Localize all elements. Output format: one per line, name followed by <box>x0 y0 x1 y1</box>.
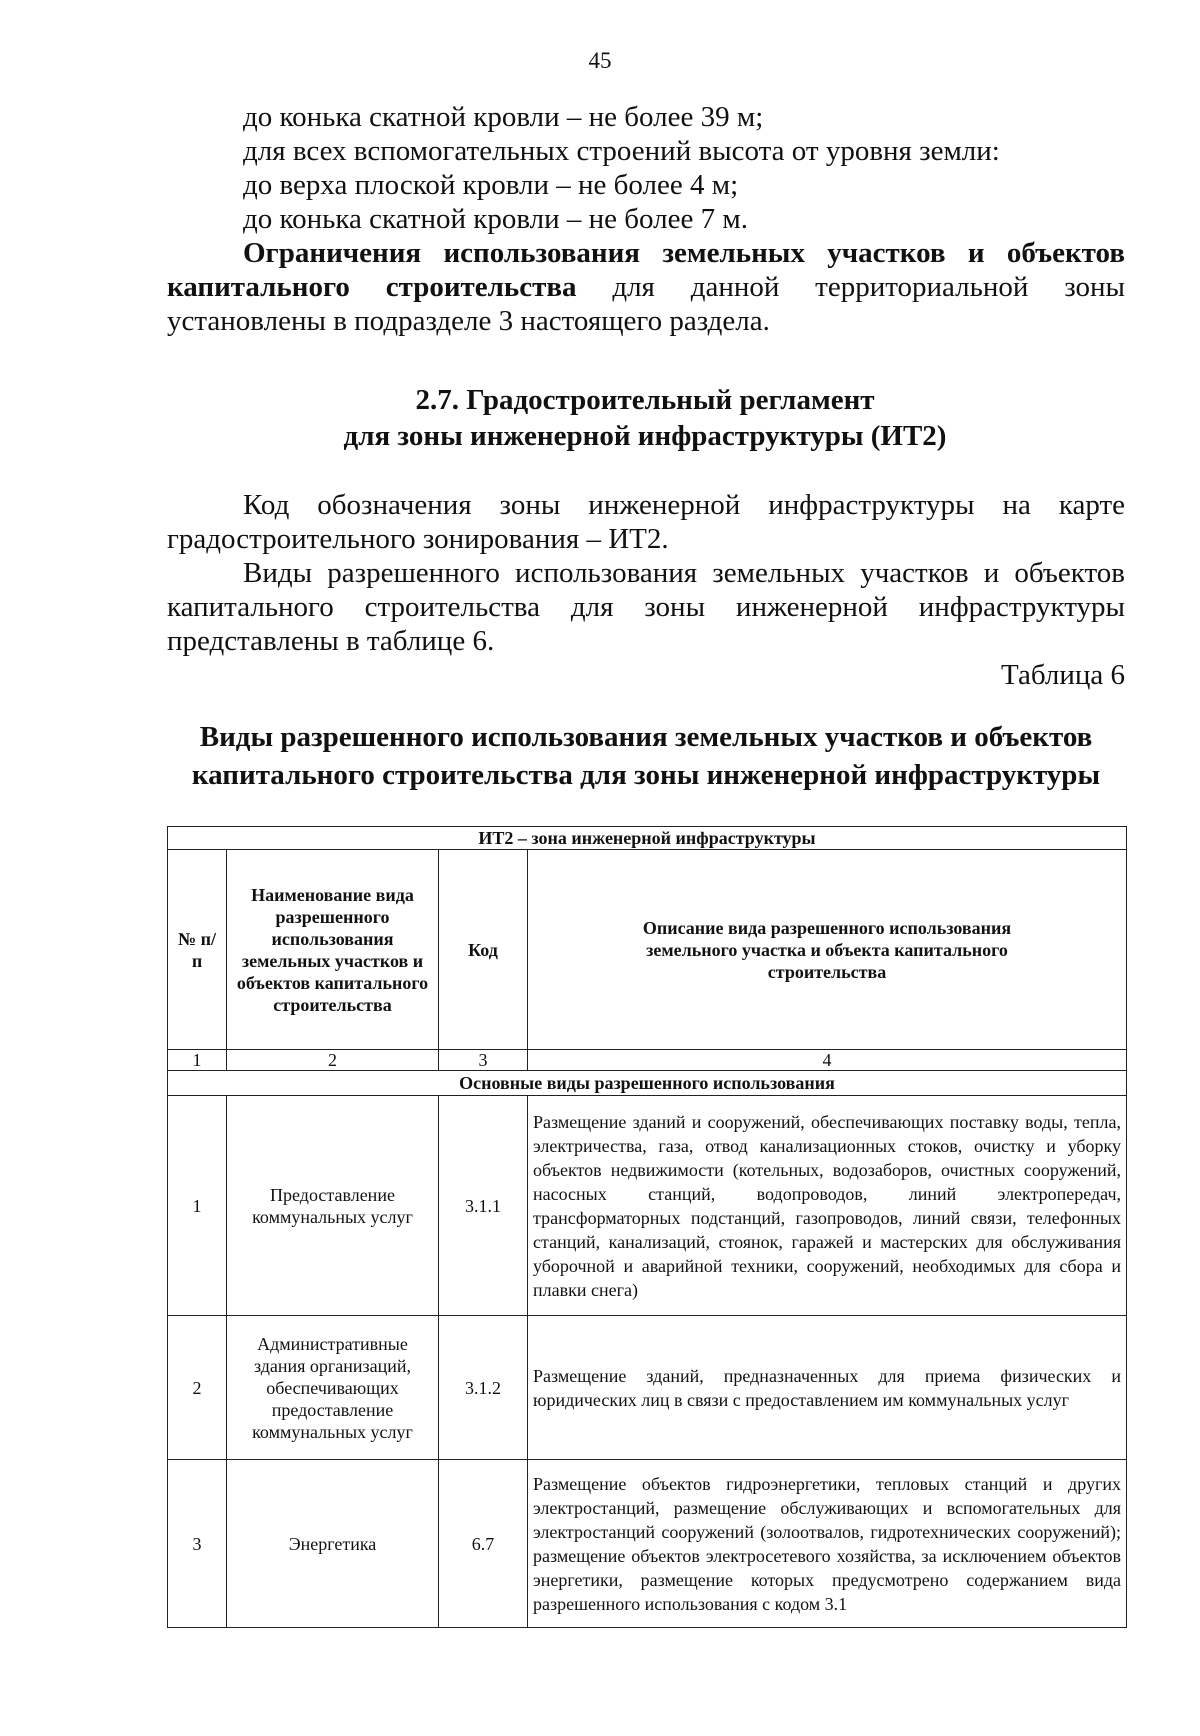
row-num: 1 <box>168 1096 227 1316</box>
zone-header: ИТ2 – зона инженерной инфраструктуры <box>168 827 1127 850</box>
row-num: 3 <box>168 1460 227 1628</box>
row-description: Размещение объектов гидроэнергетики, тепловых станций и других электростанций, размещение обслуживающих и вспомогательных для электростанций сооружений (золоотвалов, гидротехнических сооружений); размещение объектов электросетевого хозяйства, за исключением объектов энергетики, размещение которых предусмотрено содержанием вида разрешенного использования с кодом 3.1 <box>528 1460 1127 1628</box>
body-text <box>167 488 1125 658</box>
table-label: Таблица 6 <box>1000 659 1125 691</box>
column-number: 1 <box>168 1050 227 1071</box>
header-code: Код <box>439 850 528 1050</box>
row-num: 2 <box>168 1316 227 1460</box>
row-code: 6.7 <box>439 1460 528 1628</box>
restrictions-paragraph <box>167 236 1125 338</box>
row-name: Административные здания организаций, обеспечивающих предоставление коммунальных услуг <box>227 1316 439 1460</box>
table-reference-paragraph: Виды разрешенного использования земельных участков и объектов капитального строительства для зоны инженерной инфраструктуры представлены в таблице 6. <box>167 557 1125 657</box>
restrictions-bold-text: Ограничения использования земельных участков и объектов капитального строительства <box>167 237 1125 303</box>
row-description: Размещение зданий и сооружений, обеспечивающих поставку воды, тепла, электричества, газа, отвод канализационных стоков, очистку и уборку объектов недвижимости (котельных, водозаборов, очистных сооружений, насосных станций, водопроводов, линий электропередач, трансформаторных подстанций, газопроводов, линий связи, телефонных станций, канализаций, стоянок, гаражей и мастерских для обслуживания уборочной и аварийной техники, сооружений, необходимых для сбора и плавки снега) <box>528 1096 1127 1316</box>
row-code: 3.1.1 <box>439 1096 528 1316</box>
section-heading <box>0 382 1200 454</box>
header-num: № п/п <box>168 850 227 1050</box>
section-heading-line2: для зоны инженерной инфраструктуры (ИТ2) <box>343 420 947 452</box>
page-number: 45 <box>588 48 612 73</box>
section-heading-line1: 2.7. Градостроительный регламент <box>415 384 875 416</box>
column-number: 4 <box>528 1050 1127 1071</box>
row-name: Предоставление коммунальных услуг <box>227 1096 439 1316</box>
restrictions-rest-text: для данной территориальной зоны установлены в подразделе 3 настоящего раздела. <box>167 271 1125 337</box>
table-row <box>168 1096 1127 1316</box>
intro-line: до конька скатной кровли – не более 7 м. <box>243 203 748 235</box>
table-title: Виды разрешенного использования земельных участков и объектов капитального строительства для зоны инженерной инфраструктуры <box>191 721 1101 791</box>
table-row <box>168 1460 1127 1628</box>
header-description: Описание вида разрешенного использования земельного участка и объекта капитального строительства <box>528 850 1127 1050</box>
row-name: Энергетика <box>227 1460 439 1628</box>
row-description: Размещение зданий, предназначенных для приема физических и юридических лиц в связи с предоставлением им коммунальных услуг <box>528 1316 1127 1460</box>
column-number: 3 <box>439 1050 528 1071</box>
permitted-use-table <box>167 826 1127 1628</box>
intro-line: для всех вспомогательных строений высота от уровня земли: <box>243 135 1000 167</box>
section-label: Основные виды разрешенного использования <box>168 1071 1127 1096</box>
intro-text <box>167 100 1125 338</box>
table-row <box>168 1316 1127 1460</box>
header-name: Наименование вида разрешенного использования земельных участков и объектов капитального строительства <box>227 850 439 1050</box>
zone-code-paragraph: Код обозначения зоны инженерной инфраструктуры на карте градостроительного зонирования – ИТ2. <box>167 489 1125 555</box>
row-code: 3.1.2 <box>439 1316 528 1460</box>
intro-line: до верха плоской кровли – не более 4 м; <box>243 169 739 201</box>
column-number: 2 <box>227 1050 439 1071</box>
intro-line: до конька скатной кровли – не более 39 м; <box>243 101 764 133</box>
